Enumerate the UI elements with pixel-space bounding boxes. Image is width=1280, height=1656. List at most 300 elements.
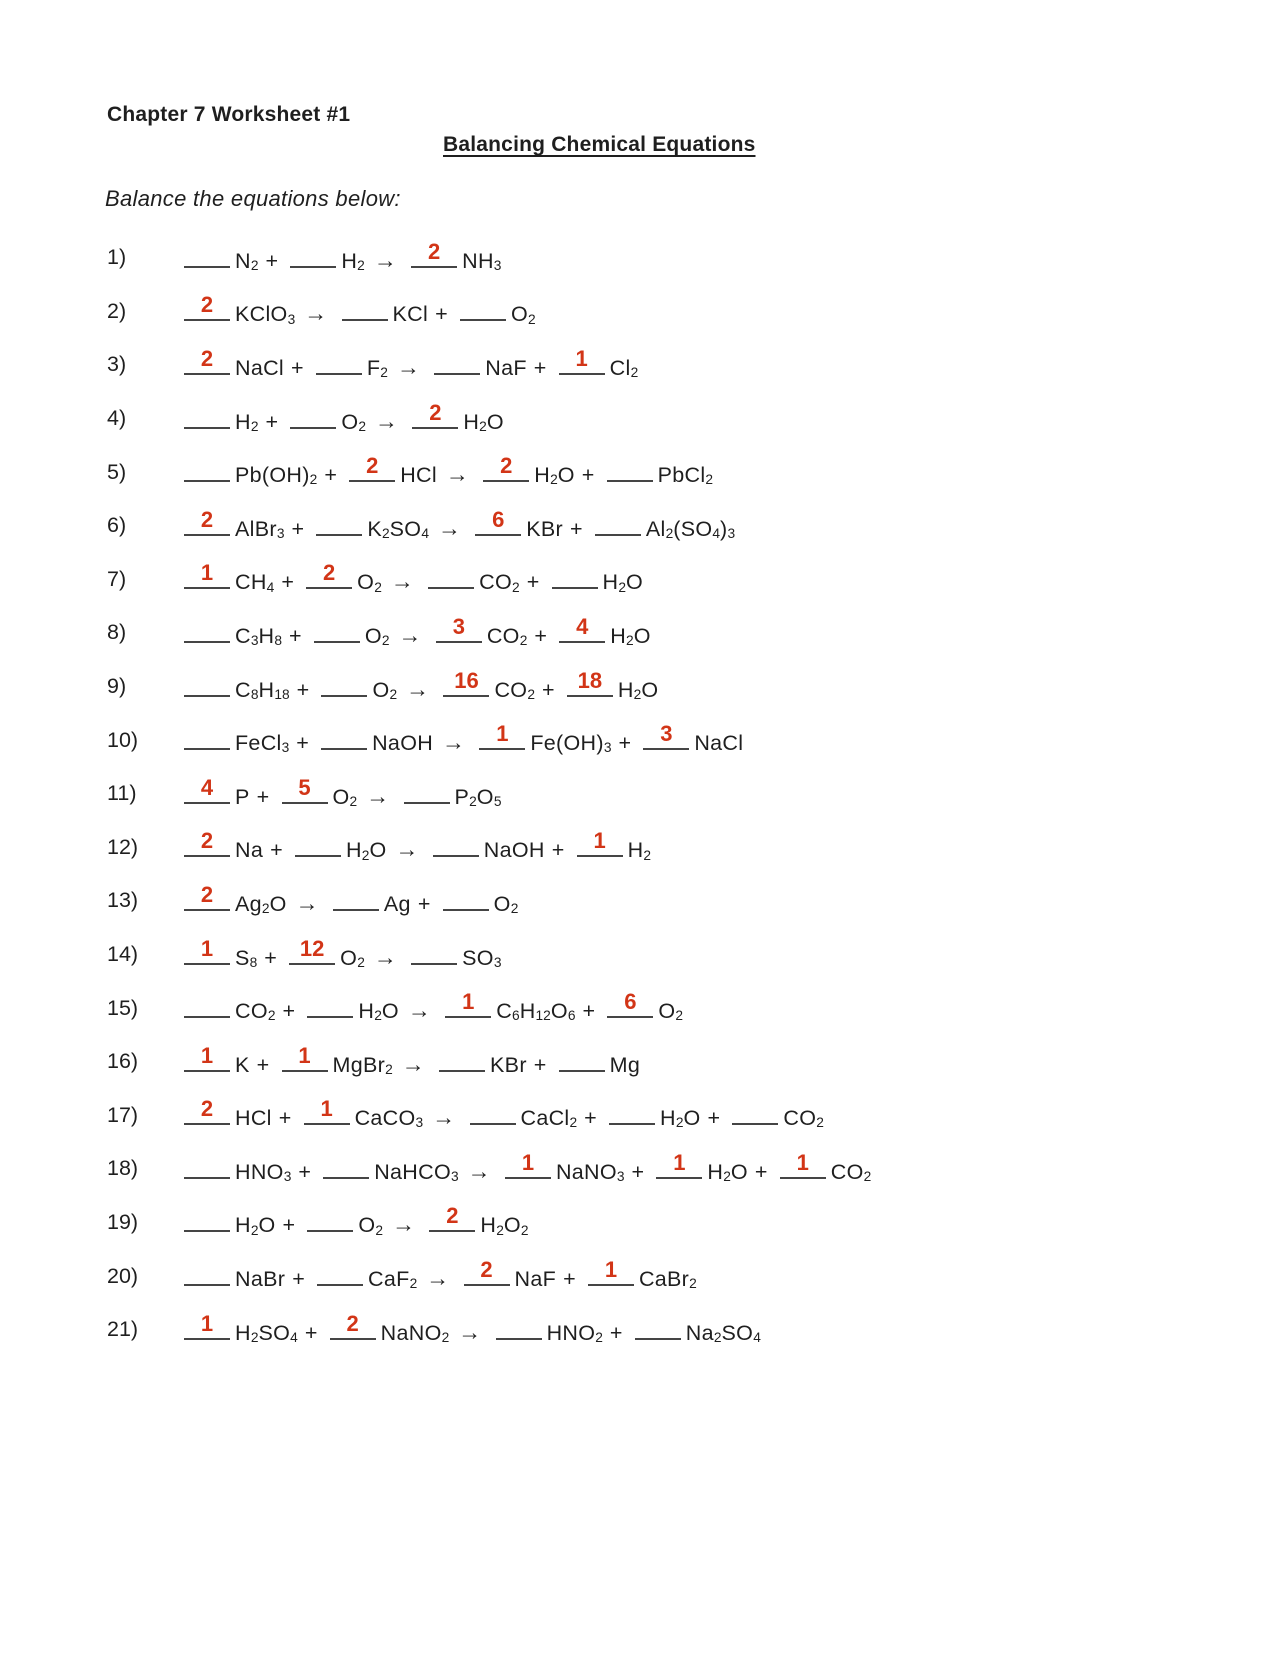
chemical-formula: C3H8 — [235, 623, 282, 649]
chemical-formula: H2 — [235, 409, 259, 434]
subscript: 3 — [415, 1115, 424, 1131]
equation-row — [107, 874, 1260, 928]
equation-row — [107, 1089, 1260, 1143]
answer-blank — [333, 885, 379, 911]
equation-row — [107, 553, 1260, 607]
equation-number: 14) — [107, 942, 139, 967]
chemical-formula: K2SO4 — [367, 516, 429, 541]
equation-row — [107, 1249, 1260, 1303]
equation-number: 15) — [107, 995, 139, 1020]
equation-body — [179, 1042, 641, 1078]
chemical-formula: O2 — [372, 677, 398, 702]
plus-operator: + — [256, 784, 270, 809]
answer-blank — [559, 345, 605, 375]
chemical-formula: H2O — [707, 1159, 748, 1185]
subscript: 3 — [493, 257, 502, 273]
chemical-formula: H2O — [602, 570, 644, 595]
answer-blank — [184, 560, 230, 589]
equation-number: 8) — [107, 620, 127, 645]
subscript: 2 — [375, 1222, 384, 1238]
answer-blank — [184, 1153, 230, 1179]
blank-answer: 4 — [576, 613, 589, 639]
answer-blank — [433, 831, 479, 857]
blank-answer: 6 — [624, 989, 637, 1015]
chemical-formula: AlBr3 — [235, 516, 285, 541]
chemical-formula: Ag — [383, 891, 411, 916]
blank-answer: 2 — [429, 399, 442, 425]
chemical-formula: O2 — [364, 623, 390, 649]
subscript: 2 — [496, 1222, 504, 1238]
subscript: 2 — [250, 1329, 259, 1345]
plus-operator: + — [707, 1106, 721, 1131]
subscript: 2 — [675, 1115, 684, 1131]
chemical-formula: MgBr2 — [332, 1052, 393, 1077]
blank-answer: 4 — [200, 774, 214, 800]
blank-answer: 3 — [660, 721, 673, 747]
subscript: 2 — [479, 418, 487, 434]
equation-body — [179, 667, 659, 703]
blank-answer: 1 — [200, 1310, 214, 1336]
chemical-formula: NaF — [514, 1267, 557, 1292]
answer-blank — [404, 778, 450, 804]
equation-body — [179, 613, 651, 649]
equation-row — [107, 606, 1260, 660]
plus-operator: + — [282, 999, 296, 1024]
equation-number: 20) — [107, 1263, 139, 1288]
chemical-formula: SO3 — [462, 945, 502, 970]
reaction-arrow-icon: → — [401, 1050, 426, 1077]
answer-blank — [290, 403, 336, 429]
subscript: 12 — [535, 1008, 551, 1024]
chemical-formula: Al2(SO4)3 — [645, 516, 736, 541]
chemical-formula: Na — [235, 838, 264, 863]
equation-row — [107, 1035, 1260, 1089]
reaction-arrow-icon: → — [375, 407, 399, 434]
answer-blank — [732, 1099, 778, 1125]
blank-answer: 1 — [575, 345, 588, 371]
equation-body — [179, 1310, 761, 1346]
reaction-arrow-icon: → — [445, 461, 470, 488]
answer-blank — [470, 1099, 516, 1125]
chemical-formula: K — [235, 1052, 250, 1077]
subscript: 2 — [385, 1061, 393, 1077]
answer-blank — [559, 1046, 605, 1072]
chemical-formula: Fe(OH)3 — [530, 731, 612, 756]
chemical-formula: H2O — [345, 838, 387, 863]
chemical-formula: KClO3 — [235, 302, 296, 327]
chemical-formula: H2O — [660, 1106, 701, 1131]
answer-blank — [316, 510, 362, 536]
chemical-formula: NaHCO3 — [374, 1159, 459, 1185]
chemical-formula: O2 — [341, 409, 367, 434]
subscript: 2 — [520, 1222, 529, 1238]
chemical-formula: Na2SO4 — [685, 1320, 761, 1345]
subscript: 4 — [290, 1329, 298, 1345]
blank-answer: 1 — [593, 828, 606, 854]
subscript: 4 — [266, 579, 275, 595]
chemical-formula: NaOH — [483, 838, 545, 863]
equation-number: 1) — [107, 245, 127, 270]
answer-blank — [184, 1260, 230, 1286]
equation-number: 9) — [107, 674, 127, 699]
subscript: 2 — [512, 579, 520, 595]
equation-body — [179, 935, 502, 971]
answer-blank — [342, 295, 388, 321]
reaction-arrow-icon: → — [395, 836, 419, 863]
answer-blank — [607, 456, 653, 482]
reaction-arrow-icon: → — [406, 675, 430, 702]
subscript: 2 — [675, 1008, 684, 1024]
chemical-formula: H2 — [341, 248, 365, 273]
equation-body — [179, 881, 519, 917]
chemical-formula: CaCO3 — [354, 1106, 424, 1131]
equation-row — [107, 1142, 1260, 1196]
reaction-arrow-icon: → — [366, 782, 390, 809]
answer-blank — [607, 989, 653, 1018]
answer-blank — [184, 1206, 230, 1232]
subscript: 2 — [630, 365, 639, 381]
plus-operator: + — [563, 1267, 576, 1292]
blank-answer: 2 — [200, 828, 214, 854]
reaction-arrow-icon: → — [295, 889, 319, 916]
equation-body — [179, 774, 502, 810]
chemical-formula: N2 — [235, 248, 259, 273]
answer-blank — [552, 563, 598, 589]
chemical-formula: O2 — [493, 891, 519, 917]
subscript: 4 — [753, 1329, 761, 1345]
chemical-formula: CO2 — [479, 570, 520, 595]
equation-body — [179, 721, 744, 756]
chemical-formula: CO2 — [494, 677, 535, 702]
chemical-formula: H2O2 — [480, 1213, 529, 1238]
chemical-formula: HNO2 — [546, 1320, 603, 1345]
blank-answer: 2 — [200, 292, 214, 318]
subscript: 6 — [512, 1008, 520, 1024]
equation-number: 19) — [107, 1209, 139, 1234]
plus-operator: + — [292, 1267, 306, 1292]
page-header: Chapter 7 Worksheet #1 — [107, 103, 351, 126]
subscript: 2 — [705, 472, 714, 488]
plus-operator: + — [278, 1106, 292, 1131]
reaction-arrow-icon: → — [396, 353, 421, 380]
answer-blank — [307, 1206, 353, 1232]
plus-operator: + — [533, 355, 547, 380]
answer-blank — [349, 453, 395, 482]
equation-number: 11) — [107, 781, 137, 806]
plus-operator: + — [256, 1052, 270, 1077]
subscript: 2 — [816, 1115, 824, 1131]
subscript: 3 — [616, 1169, 625, 1185]
equation-body — [179, 399, 504, 435]
chemical-formula: FeCl3 — [235, 731, 290, 756]
plus-operator: + — [754, 1159, 768, 1184]
reaction-arrow-icon: → — [432, 1104, 456, 1131]
reaction-arrow-icon: → — [304, 300, 328, 327]
blank-answer: 2 — [366, 453, 379, 479]
answer-blank — [445, 989, 491, 1018]
answer-blank — [460, 295, 506, 321]
plus-operator: + — [551, 838, 565, 863]
reaction-arrow-icon: → — [442, 729, 466, 756]
answer-blank — [567, 667, 613, 697]
chemical-formula: F2 — [366, 355, 388, 381]
blank-answer: 1 — [462, 989, 475, 1015]
answer-blank — [588, 1257, 634, 1286]
subscript: 2 — [374, 1008, 382, 1024]
answer-blank — [656, 1149, 702, 1179]
answer-blank — [479, 721, 525, 750]
equation-row — [107, 1196, 1260, 1250]
subscript: 3 — [250, 633, 259, 649]
blank-answer: 2 — [500, 453, 513, 479]
plus-operator: + — [570, 516, 583, 541]
equation-body — [179, 1257, 697, 1292]
subscript: 2 — [527, 311, 536, 327]
subscript: 2 — [633, 686, 642, 702]
equation-row — [107, 713, 1260, 767]
answer-blank — [321, 671, 367, 697]
subscript: 3 — [276, 525, 285, 541]
plus-operator: + — [534, 623, 548, 648]
subscript: 2 — [381, 525, 390, 541]
plus-operator: + — [281, 570, 295, 595]
equation-body — [179, 1203, 529, 1238]
chemical-formula: O2 — [510, 302, 536, 327]
subscript: 2 — [357, 954, 365, 970]
chemical-formula: CaBr2 — [638, 1267, 697, 1292]
answer-blank — [184, 881, 230, 911]
answer-blank — [184, 345, 230, 375]
blank-answer: 2 — [200, 1096, 214, 1122]
chemical-formula: C6H12O6 — [496, 999, 576, 1024]
chemical-formula: Ag2O — [235, 891, 287, 917]
subscript: 2 — [510, 901, 519, 917]
answer-blank — [314, 617, 360, 643]
equation-row — [107, 928, 1260, 982]
subscript: 2 — [550, 472, 558, 488]
subscript: 3 — [603, 740, 612, 756]
chemical-formula: NaCl — [235, 355, 284, 380]
worksheet-title: Balancing Chemical Equations — [443, 133, 756, 156]
subscript: 3 — [450, 1169, 459, 1185]
subscript: 2 — [380, 365, 388, 381]
blank-answer: 1 — [521, 1149, 535, 1175]
subscript: 2 — [409, 1276, 418, 1292]
chemical-formula: H2O — [235, 1213, 276, 1238]
blank-answer: 2 — [200, 881, 214, 907]
plus-operator: + — [609, 1320, 623, 1345]
answer-blank — [282, 1042, 328, 1072]
equation-body — [179, 989, 684, 1024]
answer-blank — [429, 1203, 475, 1232]
chemical-formula: Cl2 — [609, 355, 639, 381]
blank-answer: 2 — [428, 238, 441, 264]
plus-operator: + — [291, 355, 304, 380]
answer-blank — [411, 238, 457, 268]
equation-body — [179, 345, 639, 381]
equation-number: 13) — [107, 888, 139, 913]
blank-answer: 1 — [200, 1042, 214, 1068]
equation-row — [107, 767, 1260, 821]
answer-blank — [321, 724, 367, 750]
subscript: 18 — [274, 686, 290, 702]
answer-blank — [635, 1314, 681, 1340]
answer-blank — [496, 1314, 542, 1340]
chemical-formula: HNO3 — [235, 1159, 292, 1185]
reaction-arrow-icon: → — [426, 1265, 450, 1292]
answer-blank — [595, 510, 641, 536]
chemical-formula: CaF2 — [368, 1267, 418, 1292]
subscript: 2 — [250, 257, 259, 273]
subscript: 2 — [618, 579, 627, 595]
answer-blank — [184, 617, 230, 643]
subscript: 8 — [250, 686, 259, 702]
blank-answer: 1 — [298, 1042, 311, 1068]
subscript: 2 — [689, 1276, 697, 1292]
subscript: 2 — [349, 793, 358, 809]
plus-operator: + — [631, 1159, 645, 1184]
equation-number: 12) — [107, 834, 139, 859]
blank-answer: 2 — [446, 1203, 459, 1229]
equation-row — [107, 285, 1260, 339]
plus-operator: + — [582, 999, 596, 1024]
answer-blank — [184, 1310, 230, 1340]
subscript: 2 — [527, 686, 535, 702]
chemical-formula: H2O — [463, 409, 504, 434]
chemical-formula: P — [235, 784, 250, 809]
chemical-formula: O2 — [340, 945, 365, 970]
answer-blank — [184, 456, 230, 482]
equation-number: 10) — [107, 727, 139, 752]
answer-blank — [307, 992, 353, 1018]
equation-body — [179, 292, 536, 327]
subscript: 3 — [727, 525, 736, 541]
answer-blank — [475, 506, 521, 536]
subscript: 2 — [309, 472, 318, 488]
answer-blank — [184, 403, 230, 429]
answer-blank — [316, 349, 362, 375]
plus-operator: + — [288, 623, 302, 648]
blank-answer: 1 — [320, 1096, 333, 1122]
equation-body — [179, 560, 644, 595]
subscript: 2 — [374, 579, 382, 595]
answer-blank — [443, 667, 489, 697]
blank-answer: 1 — [200, 935, 214, 961]
chemical-formula: H2O — [617, 677, 659, 702]
subscript: 2 — [381, 633, 390, 649]
plus-operator: + — [618, 731, 632, 756]
subscript: 2 — [389, 686, 398, 702]
chemical-formula: CO2 — [830, 1159, 872, 1185]
answer-blank — [464, 1257, 510, 1286]
subscript: 3 — [287, 311, 296, 327]
answer-blank — [434, 349, 480, 375]
plus-operator: + — [304, 1320, 318, 1345]
answer-blank — [184, 828, 230, 857]
equation-number: 16) — [107, 1049, 139, 1074]
answer-blank — [609, 1099, 655, 1125]
plus-operator: + — [324, 463, 338, 488]
blank-answer: 6 — [492, 506, 505, 532]
answer-blank — [184, 992, 230, 1018]
answer-blank — [577, 828, 623, 857]
equation-row — [107, 1303, 1260, 1357]
equation-row — [107, 445, 1260, 499]
subscript: 2 — [267, 1008, 276, 1024]
chemical-formula: NaNO2 — [380, 1320, 450, 1345]
chemical-formula: NaBr — [235, 1267, 286, 1292]
plus-operator: + — [417, 891, 431, 916]
chemical-formula: NaCl — [694, 731, 744, 756]
chemical-formula: S8 — [235, 945, 258, 970]
answer-blank — [443, 885, 489, 911]
answer-blank — [780, 1149, 826, 1179]
reaction-arrow-icon: → — [467, 1157, 491, 1184]
chemical-formula: CaCl2 — [520, 1106, 578, 1131]
chemical-formula: P2O5 — [454, 784, 502, 809]
chemical-formula: Mg — [609, 1052, 641, 1077]
equation-number: 18) — [107, 1156, 139, 1181]
subscript: 2 — [665, 525, 674, 541]
reaction-arrow-icon: → — [458, 1318, 482, 1345]
blank-answer: 1 — [796, 1149, 809, 1175]
answer-blank — [505, 1149, 551, 1179]
answer-blank — [184, 724, 230, 750]
blank-answer: 12 — [299, 935, 325, 961]
subscript: 2 — [361, 847, 370, 863]
equation-number: 7) — [107, 566, 127, 591]
answer-blank — [289, 935, 335, 965]
subscript: 8 — [274, 633, 282, 649]
answer-blank — [643, 721, 689, 750]
chemical-formula: NH3 — [462, 248, 502, 273]
blank-answer: 3 — [452, 613, 465, 639]
equation-body — [179, 453, 714, 488]
plus-operator: + — [526, 570, 540, 595]
chemical-formula: KBr — [526, 516, 564, 541]
blank-answer: 2 — [480, 1257, 493, 1283]
reaction-arrow-icon: → — [392, 1211, 416, 1238]
chemical-formula: O2 — [332, 784, 358, 809]
plus-operator: + — [291, 516, 305, 541]
equation-row — [107, 660, 1260, 714]
reaction-arrow-icon: → — [437, 514, 462, 541]
chemical-formula: NaF — [485, 355, 527, 380]
equation-body — [179, 1149, 872, 1185]
reaction-arrow-icon: → — [390, 568, 415, 595]
answer-blank — [439, 1046, 485, 1072]
chemical-formula: CO2 — [486, 623, 528, 649]
subscript: 2 — [441, 1329, 450, 1345]
equation-number: 21) — [107, 1317, 139, 1342]
answer-blank — [436, 613, 482, 643]
answer-blank — [411, 939, 457, 965]
blank-answer: 5 — [298, 774, 311, 800]
blank-answer: 16 — [454, 667, 479, 693]
answer-blank — [559, 613, 605, 643]
subscript: 3 — [493, 954, 502, 970]
chemical-formula: KCl — [392, 302, 429, 327]
plus-operator: + — [282, 1213, 296, 1238]
equation-body — [179, 828, 652, 863]
subscript: 3 — [283, 1169, 292, 1185]
reaction-arrow-icon: → — [407, 997, 432, 1024]
equation-number: 2) — [107, 298, 127, 323]
blank-answer: 1 — [496, 721, 509, 747]
plus-operator: + — [296, 677, 310, 702]
subscript: 2 — [863, 1169, 872, 1185]
plus-operator: + — [270, 838, 283, 863]
